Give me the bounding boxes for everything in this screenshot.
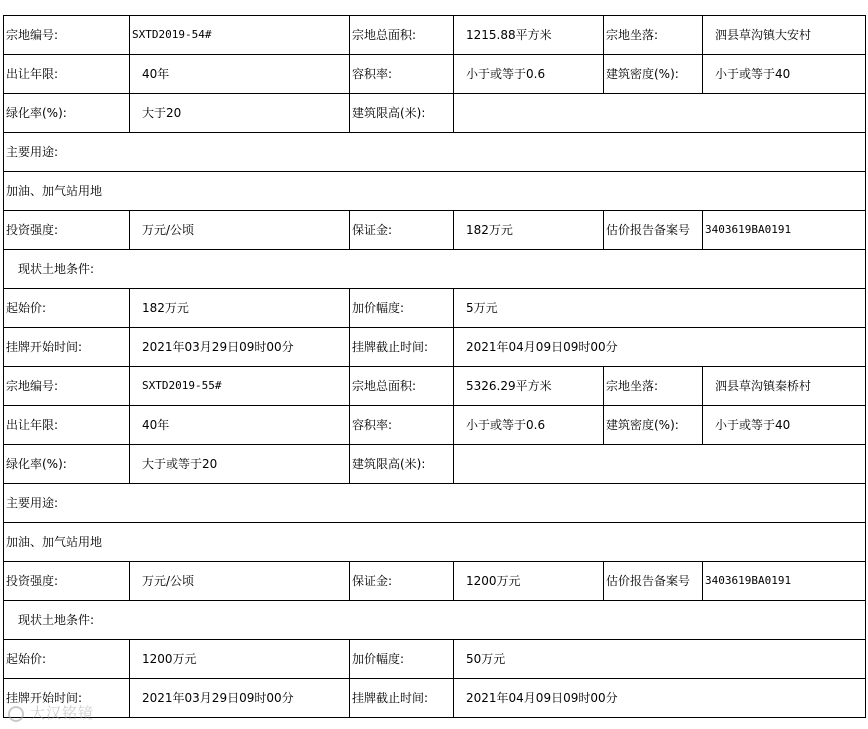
start-price-value: 182万元: [130, 289, 350, 328]
table-row: [4, 133, 866, 172]
table-row: [4, 679, 866, 718]
total-area-label: 宗地总面积:: [350, 367, 454, 406]
height-limit-label: 建筑限高(米):: [350, 94, 454, 133]
listing-end-label: 挂牌截止时间:: [350, 328, 454, 367]
listing-end-value: 2021年04月09日09时00分: [454, 328, 866, 367]
table-row: [4, 211, 866, 250]
deposit-value: 182万元: [454, 211, 604, 250]
appraisal-label: 估价报告备案号: [604, 211, 703, 250]
green-label: 绿化率(%):: [4, 445, 130, 484]
parcel-no-value: SXTD2019-54#: [130, 16, 350, 55]
density-label: 建筑密度(%):: [604, 55, 703, 94]
density-value: 小于或等于40: [703, 55, 866, 94]
table-row: [4, 328, 866, 367]
table-row: [4, 55, 866, 94]
table-row: [4, 289, 866, 328]
main-use-value: 加油、加气站用地: [4, 172, 866, 211]
appraisal-value: 3403619BA0191: [703, 562, 866, 601]
main-use-value: 加油、加气站用地: [4, 523, 866, 562]
green-value: 大于20: [130, 94, 350, 133]
table-row: [4, 172, 866, 211]
location-label: 宗地坐落:: [604, 16, 703, 55]
location-value: 泗县草沟镇大安村: [703, 16, 866, 55]
increment-label: 加价幅度:: [350, 640, 454, 679]
table-row: [4, 445, 866, 484]
listing-start-value: 2021年03月29日09时00分: [130, 679, 350, 718]
current-condition-label: 现状土地条件:: [4, 250, 866, 289]
current-condition-label: 现状土地条件:: [4, 601, 866, 640]
far-value: 小于或等于0.6: [454, 55, 604, 94]
increment-value: 5万元: [454, 289, 866, 328]
main-use-label: 主要用途:: [4, 133, 866, 172]
deposit-label: 保证金:: [350, 211, 454, 250]
listing-end-label: 挂牌截止时间:: [350, 679, 454, 718]
investment-label: 投资强度:: [4, 211, 130, 250]
watermark-logo-icon: [8, 706, 24, 722]
investment-label: 投资强度:: [4, 562, 130, 601]
height-limit-value: [454, 445, 866, 484]
far-label: 容积率:: [350, 55, 454, 94]
start-price-label: 起始价:: [4, 289, 130, 328]
listing-start-label: 挂牌开始时间:: [4, 328, 130, 367]
investment-value: 万元/公顷: [130, 211, 350, 250]
watermark-text: 大汉铭镜: [30, 704, 95, 722]
parcel-table-2: [3, 366, 866, 718]
height-limit-value: [454, 94, 866, 133]
start-price-value: 1200万元: [130, 640, 350, 679]
table-row: [4, 484, 866, 523]
table-row: [4, 562, 866, 601]
appraisal-label: 估价报告备案号: [604, 562, 703, 601]
table-row: [4, 406, 866, 445]
location-label: 宗地坐落:: [604, 367, 703, 406]
table-row: [4, 367, 866, 406]
height-limit-label: 建筑限高(米):: [350, 445, 454, 484]
parcel-no-value: SXTD2019-55#: [130, 367, 350, 406]
green-value: 大于或等于20: [130, 445, 350, 484]
parcel-table-1: [3, 15, 866, 367]
deposit-value: 1200万元: [454, 562, 604, 601]
far-label: 容积率:: [350, 406, 454, 445]
listing-start-value: 2021年03月29日09时00分: [130, 328, 350, 367]
green-label: 绿化率(%):: [4, 94, 130, 133]
term-value: 40年: [130, 55, 350, 94]
listing-end-value: 2021年04月09日09时00分: [454, 679, 866, 718]
density-value: 小于或等于40: [703, 406, 866, 445]
table-row: [4, 250, 866, 289]
term-value: 40年: [130, 406, 350, 445]
density-label: 建筑密度(%):: [604, 406, 703, 445]
total-area-label: 宗地总面积:: [350, 16, 454, 55]
total-area-value: 5326.29平方米: [454, 367, 604, 406]
appraisal-value: 3403619BA0191: [703, 211, 866, 250]
table-row: [4, 601, 866, 640]
listing-start-label: 挂牌开始时间:: [4, 679, 130, 718]
deposit-label: 保证金:: [350, 562, 454, 601]
increment-label: 加价幅度:: [350, 289, 454, 328]
watermark: [8, 702, 94, 723]
term-label: 出让年限:: [4, 55, 130, 94]
table-row: [4, 16, 866, 55]
term-label: 出让年限:: [4, 406, 130, 445]
main-use-label: 主要用途:: [4, 484, 866, 523]
location-value: 泗县草沟镇秦桥村: [703, 367, 866, 406]
parcel-no-label: 宗地编号:: [4, 367, 130, 406]
parcel-no-label: 宗地编号:: [4, 16, 130, 55]
table-row: [4, 640, 866, 679]
far-value: 小于或等于0.6: [454, 406, 604, 445]
increment-value: 50万元: [454, 640, 866, 679]
table-row: [4, 523, 866, 562]
total-area-value: 1215.88平方米: [454, 16, 604, 55]
start-price-label: 起始价:: [4, 640, 130, 679]
investment-value: 万元/公顷: [130, 562, 350, 601]
table-row: [4, 94, 866, 133]
